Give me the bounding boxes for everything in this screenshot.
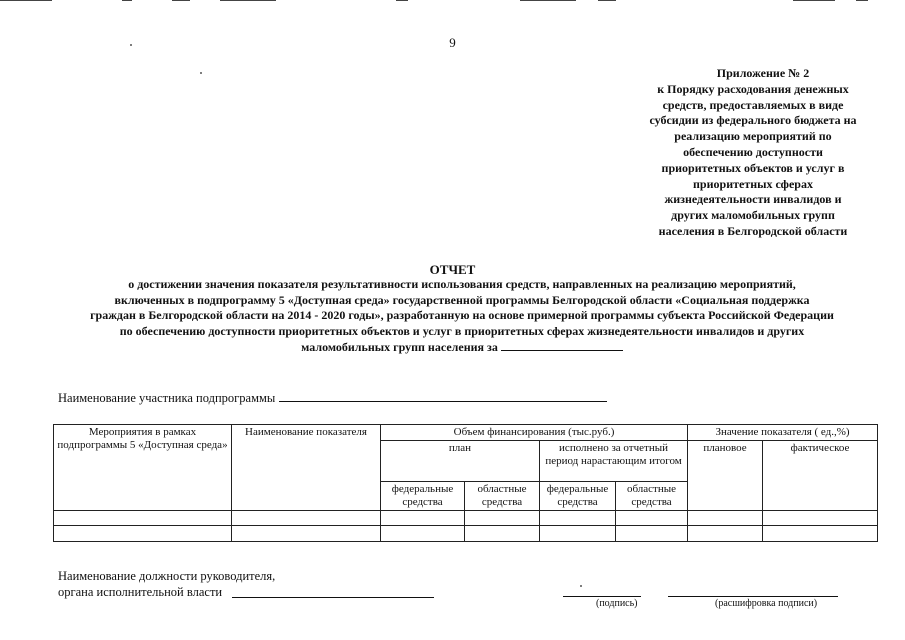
table-cell[interactable] [232,526,381,542]
table-cell[interactable] [616,511,688,526]
report-line: о достижении значения показателя результативности использования средств, направленных на реализацию мероприятий, [128,277,796,291]
participant-label: Наименование участника подпрограммы [58,391,276,405]
appendix-line: приоритетных объектов и услуг в [661,160,845,175]
table-cell[interactable] [688,511,763,526]
table-cell[interactable] [54,511,232,526]
header-executed: исполнено за отчетный период нарастающим итогом [540,441,688,482]
table-cell[interactable] [616,526,688,542]
table-row [54,511,878,526]
table-cell[interactable] [381,511,465,526]
report-period-blank[interactable] [501,339,623,351]
scan-speck [200,72,202,74]
table-cell[interactable] [465,511,540,526]
table-row [54,526,878,542]
signature-decoding-caption: (расшифровка подписи) [715,598,818,609]
position-label-line1: Наименование должности руководителя, [58,569,276,583]
participant-blank[interactable] [279,391,607,402]
table-cell[interactable] [540,526,616,542]
header-planned: плановое [688,441,763,511]
report-line: включенных в подпрограмму 5 «Доступная среда» государственной программы Белгородской области «Социальная поддержка [114,292,810,307]
report-line: по обеспечению доступности приоритетных объектов и услуг в приоритетных сферах жизнедеятельности инвалидов и других [119,323,805,338]
header-executed-federal: федеральные средства [540,482,616,511]
report-last-line [46,339,878,356]
table-cell[interactable] [763,526,878,542]
appendix-line: других маломобильных групп [671,208,835,223]
header-plan-federal: федеральные средства [381,482,465,511]
table-cell[interactable] [688,526,763,542]
position-label-line2: органа исполнительной власти [58,585,223,599]
table-cell[interactable] [763,511,878,526]
appendix-line: к Порядку расходования денежных [657,81,849,96]
appendix-block [632,66,874,240]
scan-top-edge [0,0,905,3]
report-last-line-text: маломобильных групп населения за [301,340,498,354]
table-cell[interactable] [54,526,232,542]
header-actual: фактическое [763,441,878,511]
appendix-line: обеспечению доступности [683,144,823,159]
report-description [46,277,878,356]
signature-decoding-blank[interactable] [668,596,838,597]
report-line: граждан в Белгородской области на 2014 - 2020 годы», разработанную на основе примерной программы субъекта Российской Федерации [90,308,834,322]
header-indicator-value: Значение показателя ( ед.,%) [688,425,878,441]
table-cell[interactable] [232,511,381,526]
header-plan: план [381,441,540,482]
signature-blank[interactable] [563,596,641,597]
header-events: Мероприятия в рамках подпрограммы 5 «Доступная среда» [54,425,232,511]
table-cell[interactable] [381,526,465,542]
scan-speck [580,585,582,587]
header-indicator: Наименование показателя [232,425,381,511]
position-blank[interactable] [232,597,434,598]
appendix-line: приоритетных сферах [693,176,813,191]
header-plan-regional: областные средства [465,482,540,511]
participant-row [58,391,607,406]
appendix-line: субсидии из федерального бюджета на [649,113,857,128]
header-executed-regional: областные средства [616,482,688,511]
table-cell[interactable] [540,511,616,526]
report-title: ОТЧЕТ [429,262,476,277]
table-cell[interactable] [465,526,540,542]
signature-caption: (подпись) [596,598,638,609]
appendix-line: жизнедеятельности инвалидов и [664,192,842,207]
header-financing: Объем финансирования (тыс.руб.) [381,425,688,441]
appendix-title: Приложение № 2 [716,66,810,80]
appendix-line: населения в Белгородской области [658,223,848,238]
appendix-line: реализацию мероприятий по [674,129,832,144]
page-number: 9 [449,35,456,50]
appendix-line: средств, предоставляемых в виде [662,97,844,112]
report-table [53,424,878,542]
